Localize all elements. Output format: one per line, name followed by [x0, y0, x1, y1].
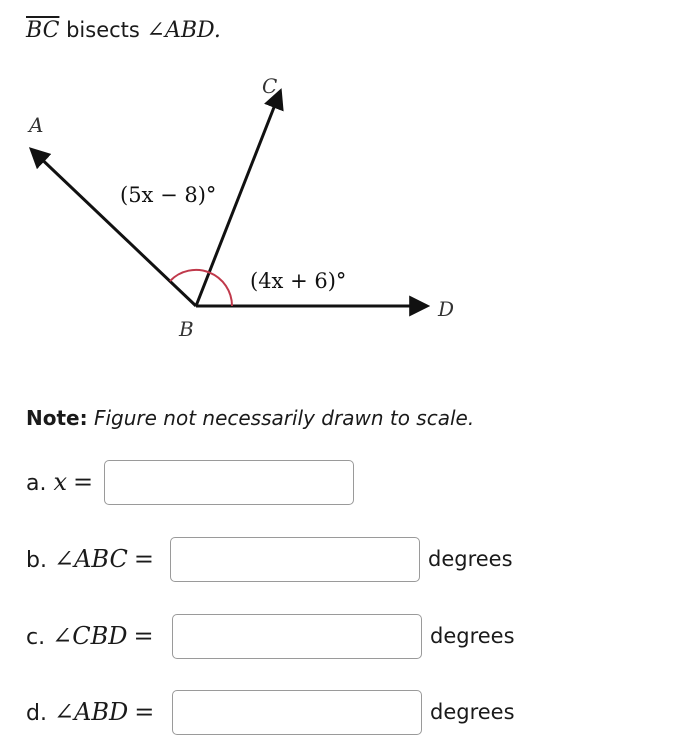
- question-c-letter: c.: [26, 625, 46, 650]
- question-d-letter: d.: [26, 701, 47, 726]
- note-text: Figure not necessarily drawn to scale.: [93, 406, 475, 430]
- question-c-expression: ∠CBD: [52, 622, 128, 650]
- bisects-text: bisects: [59, 18, 147, 42]
- segment-bc: $\overline{BC}$: [26, 18, 60, 43]
- question-b-expression: ∠ABC: [53, 545, 128, 573]
- question-b-label: [26, 543, 154, 577]
- angle-arc: [170, 270, 232, 306]
- answer-abd-input[interactable]: [172, 690, 422, 735]
- answer-abc-input[interactable]: [170, 537, 420, 582]
- label-a: A: [29, 113, 44, 137]
- angle-cbd-expression: (4x + 6)°: [250, 269, 347, 293]
- answer-cbd-input[interactable]: [172, 614, 422, 659]
- question-d-expression: ∠ABD: [53, 698, 129, 726]
- question-d-equals: =: [134, 698, 155, 726]
- angle-abd: ABD: [164, 18, 214, 43]
- ray-ba: [32, 150, 196, 306]
- question-b-letter: b.: [26, 548, 47, 573]
- answer-x-input[interactable]: [104, 460, 354, 505]
- label-b: B: [179, 317, 194, 341]
- label-c: C: [262, 74, 278, 98]
- scale-note: [26, 404, 474, 432]
- question-a-letter: a.: [26, 471, 47, 496]
- note-label: Note:: [26, 406, 88, 430]
- question-a-label: [26, 466, 93, 500]
- angle-figure: [0, 60, 520, 360]
- problem-statement: [26, 14, 221, 47]
- question-d-label: [26, 696, 154, 730]
- angle-symbol: ∠: [146, 18, 165, 43]
- question-a-equals: =: [73, 468, 94, 496]
- question-c-unit: degrees: [430, 624, 515, 648]
- statement-period: .: [213, 18, 221, 43]
- question-d-unit: degrees: [430, 700, 515, 724]
- angle-abc-expression: (5x − 8)°: [120, 183, 217, 207]
- label-d: D: [438, 297, 455, 321]
- question-a-expression: x: [53, 468, 68, 496]
- question-b-unit: degrees: [428, 547, 513, 571]
- question-b-equals: =: [133, 545, 154, 573]
- question-c-equals: =: [133, 622, 154, 650]
- question-c-label: [26, 620, 154, 654]
